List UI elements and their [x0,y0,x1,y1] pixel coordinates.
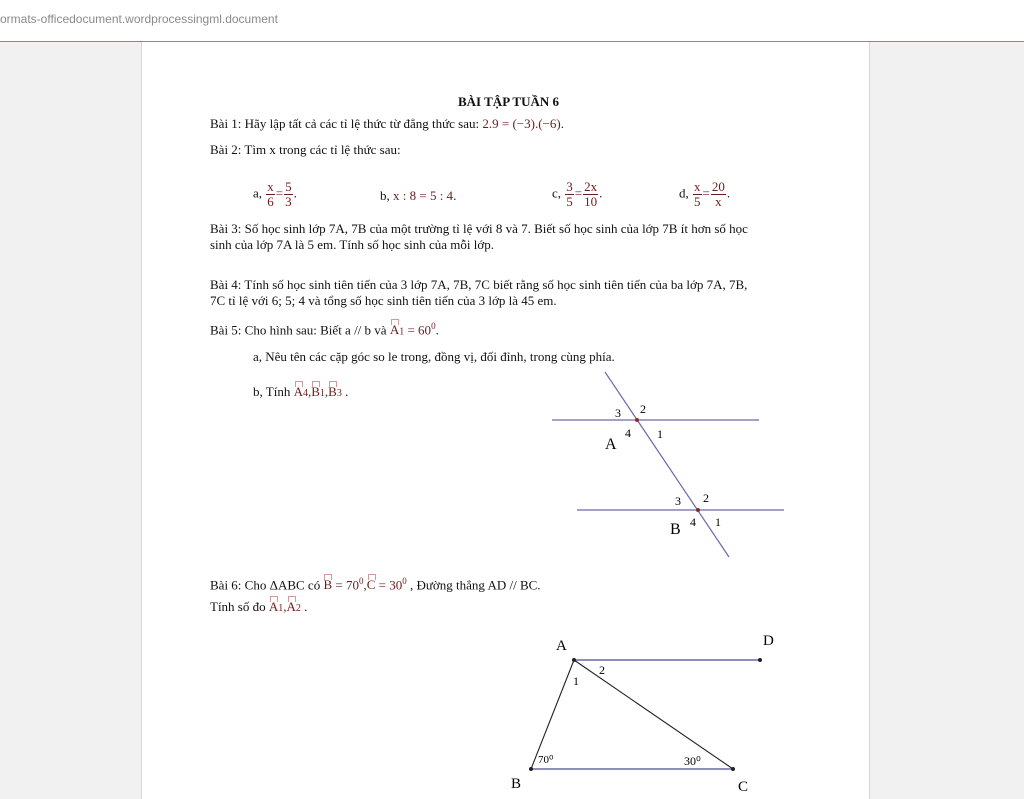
equals-sign: = [702,185,710,201]
angle-subscript: 4 [302,388,308,399]
angle-symbol: A [293,384,303,399]
transversal-line [605,372,729,557]
exercise-3-line-1: Bài 3: Số học sinh lớp 7A, 7B của một trường tỉ lệ với 8 và 7. Biết số học sinh của lớp 7B ít hơn số học [210,221,748,236]
ratio-expression: x : 8 = 5 : 4 [393,188,454,203]
exercise-5-statement: Bài 5: Cho hình sau: Biết a // b và [210,322,387,338]
numerator: 3 [566,179,573,194]
part-b-text: b, Tính [253,384,291,399]
fraction [583,180,598,209]
equals-sign: = [574,185,583,201]
equals-sign: = [275,185,284,201]
fraction [266,180,275,209]
label-d: D [763,633,774,649]
exercise-6-line-2 [210,599,307,617]
separator: , [363,577,367,593]
angle-symbol: A [268,599,279,614]
angle-a2-label: 2 [640,402,646,416]
degree-mark: 0 [431,321,436,331]
point-b [696,508,700,512]
label-point-a: A [605,436,617,453]
part-a-label: a, [253,185,263,201]
vertex-b [529,767,533,771]
fraction [711,180,726,209]
period: . [435,322,439,338]
angle-b2-label: 2 [703,491,709,505]
label-a: A [556,638,567,654]
exercise-5-part-a: a, Nêu tên các cặp góc so le trong, đồng vị, đối đỉnh, trong cùng phía. [253,349,615,364]
part-d-label: d, [679,185,689,201]
label-b: B [511,776,522,792]
triangle-figure [502,627,782,797]
denominator: 6 [267,194,274,209]
angle-subscript: 2 [295,603,301,614]
angle-subscript: 1 [319,388,325,399]
exercise-1-equation: 2.9 = (−3).(−6) [482,116,561,131]
denominator: 5 [566,194,573,209]
numerator: x [267,179,274,194]
angle-symbol: C [366,577,376,593]
angle-subscript: 1 [399,326,405,338]
angle-symbol: B [328,384,337,399]
angle-2-label: 2 [599,663,605,677]
exercise-4-line-1: Bài 4: Tính số học sinh tiên tiến của 3 lớp 7A, 7B, 7C biết rằng số học sinh tiên tiến của ba lớp 7A, 7B, [210,277,748,292]
exercise-6-text [210,573,541,593]
numerator: x [694,179,701,194]
fraction [284,180,293,209]
label-point-b: B [670,521,681,538]
exercise-5-part-b [253,384,348,402]
period: . [599,185,603,201]
angle-value: = 30 [375,577,403,593]
document-title: BÀI TẬP TUẦN 6 [458,94,560,109]
label-c: C [738,779,749,795]
document-mime-type: ormats-officedocument.wordprocessingml.document [0,12,278,26]
denominator: 3 [285,194,292,209]
denominator: x [715,194,722,209]
exercise-1-end: . [560,116,564,131]
angle-c-value: 30⁰ [684,754,701,768]
angle-symbol: B [311,384,320,399]
line-ac [574,660,733,769]
document-page [141,42,870,799]
exercise-2-part-a [253,180,297,209]
angle-symbol: B [323,577,333,593]
period: . [726,185,731,201]
point-a [635,418,639,422]
angle-1-label: 1 [573,674,579,688]
separator: , [307,384,312,399]
parallel-lines-figure [547,367,797,562]
numerator: 20 [711,179,725,194]
separator: , [283,599,287,614]
exercise-2-part-d [679,180,730,209]
denominator: 10 [584,194,598,209]
part-c-label: c, [552,185,562,201]
exercise-1-text: Bài 1: Hãy lập tất cả các tỉ lệ thức từ đẳng thức sau: [210,116,480,131]
exercise-5-text [210,318,439,340]
line-ab [531,660,574,769]
exercise-2-text: Bài 2: Tìm x trong các tỉ lệ thức sau: [210,142,401,157]
angle-a1-label: 1 [657,427,663,441]
numerator: 2x [584,179,598,194]
angle-symbol: A [389,322,400,338]
period: . [453,188,457,203]
degree-mark: 0 [402,576,407,586]
angle-b3-label: 3 [675,494,681,508]
exercise-2-part-b [380,188,456,204]
vertex-c [731,767,735,771]
angle-b-value: 70⁰ [538,754,554,766]
exercise-6-statement: Bài 6: Cho ΔABC có [210,577,321,593]
angle-a4-label: 4 [625,426,631,440]
exercise-2-part-c [552,180,602,209]
degree-mark: 0 [358,576,364,586]
vertex-d [758,658,762,662]
period: . [293,185,297,201]
exercise-4-line-2: 7C tỉ lệ với 6; 5; 4 và tổng số học sinh tiên tiến của 3 lớp là 45 em. [210,293,557,308]
angle-subscript: 3 [336,388,342,399]
fraction [693,180,702,209]
part-b-label: b, [380,188,390,203]
period: . [341,384,349,399]
fraction [565,180,574,209]
denominator: 5 [694,194,701,209]
angle-symbol: A [286,599,296,614]
separator: , [324,384,329,399]
angle-a3-label: 3 [615,406,621,420]
exercise-6-tail: , Đường thẳng AD // BC. [406,577,541,593]
exercise-6-question: Tính số đo [210,599,266,614]
exercise-1 [210,116,564,132]
exercise-3-line-2: sinh của lớp 7A là 5 em. Tính số học sinh của mỗi lớp. [210,237,494,252]
angle-subscript: 1 [278,603,284,614]
vertex-a [572,658,576,662]
angle-b1-label: 1 [715,515,721,529]
viewer-header [0,0,1024,42]
period: . [300,599,308,614]
angle-b4-label: 4 [690,515,696,529]
angle-value: = 60 [404,322,432,338]
angle-value: = 70 [332,577,359,593]
numerator: 5 [285,179,292,194]
